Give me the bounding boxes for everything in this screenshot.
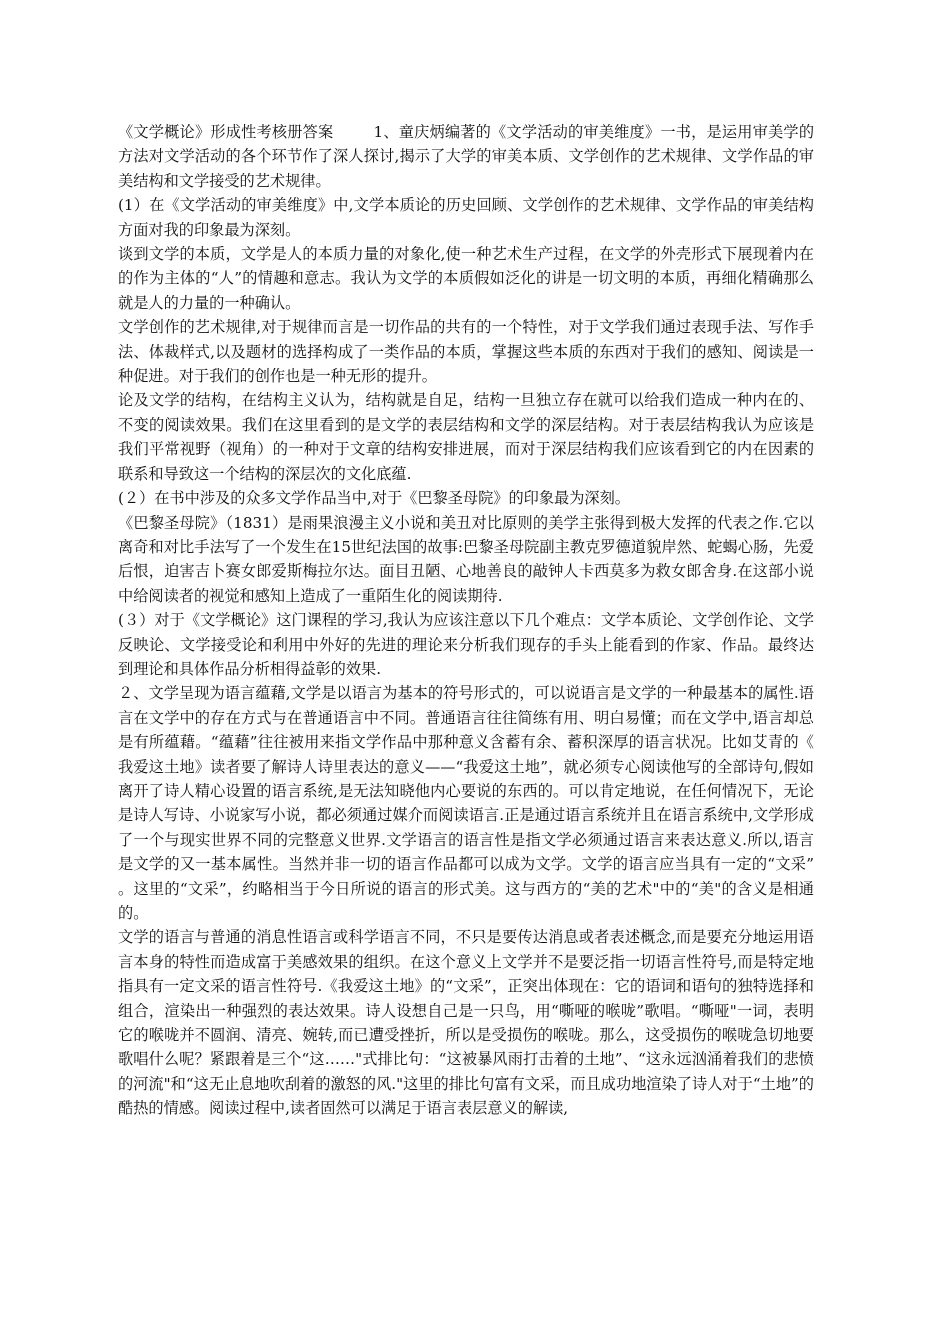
paragraph-8: (３）对于《文学概论》这门课程的学习,我认为应该注意以下几个难点：文学本质论、文学创作论、文学反映论、文学接受论和利用中外好的先进的理论来分析我们现存的手头上能看到的作家、作品。最终达到理论和具体作品分析相得益彰的效果. (118, 611, 814, 678)
paragraph-3: 谈到文学的本质，文学是人的本质力量的对象化,使一种艺术生产过程，在文学的外壳形式下展现着内在的作为主体的“人”的情趣和意志。我认为文学的本质假如泛化的讲是一切文明的本质，再细化精确那么就是人的力量的一种确认。 (118, 245, 814, 312)
paragraph-6: (２）在书中涉及的众多文学作品当中,对于《巴黎圣母院》的印象最为深刻。 (118, 489, 630, 508)
paragraph-4: 文学创作的艺术规律,对于规律而言是一切作品的共有的一个特性，对于文学我们通过表现手法、写作手法、体裁样式,以及题材的选择构成了一类作品的本质，掌握这些本质的东西对于我们的感知、阅读是一种促进。对于我们的创作也是一种无形的提升。 (118, 318, 814, 386)
paragraph-2: (1）在《文学活动的审美维度》中,文学本质论的历史回顾、文学创作的艺术规律、文学作品的审美结构方面对我的印象最为深刻。 (118, 196, 814, 239)
paragraph-1: 1、童庆炳编著的《文学活动的审美维度》一书，是运用审美学的方法对文学活动的各个环节作了深人探讨,揭示了大学的审美本质、文学创作的艺术规律、文学作品的审美结构和文学接受的艺术规律。 (118, 123, 815, 190)
document-page (118, 120, 814, 1121)
document-title: 《文学概论》形成性考核册答案 (118, 123, 334, 141)
paragraph-7: 《巴黎圣母院》（1831）是雨果浪漫主义小说和美丑对比原则的美学主张得到极大发挥的代表之作.它以离奇和对比手法写了一个发生在15世纪法国的故事:巴黎圣母院副主教克罗德道貌岸然、蛇蝎心肠，先爱后恨，迫害吉卜赛女郎爱斯梅拉尔达。面目丑陋、心地善良的敲钟人卡西莫多为救女郎舍身.在这部小说中给阅读者的视觉和感知上造成了一重陌生化的阅读期待. (118, 513, 814, 605)
paragraph-5: 论及文学的结构，在结构主义认为，结构就是自足，结构一旦独立存在就可以给我们造成一种内在的、不变的阅读效果。我们在这里看到的是文学的表层结构和文学的深层结构。对于表层结构我认为应该是我们平常视野（视角）的一种对于文章的结构安排进展，而对于深层结构我们应该看到它的内在因素的联系和导致这一个结构的深层次的文化底蕴. (118, 391, 814, 483)
document-first-paragraph (118, 120, 814, 193)
paragraph-9: ２、文学呈现为语言蕴藉,文学是以语言为基本的符号形式的，可以说语言是文学的一种最基本的属性.语言在文学中的存在方式与在普通语言中不同。普通语言往往简练有用、明白易懂；而在文学中,语言却总是有所蕴藉。“蕴藉”往往被用来指文学作品中那种意义含蓄有余、蓄积深厚的语言状况。比如艾青的《我爱这土地》读者要了解诗人诗里表达的意义——“我爱这土地”，就必须专心阅读他写的全部诗句,假如离开了诗人精心设置的语言系统,是无法知晓他内心要说的东西的。可以肯定地说，在任何情况下，无论是诗人写诗、小说家写小说，都必须通过媒介而阅读语言.正是通过语言系统并且在语言系统中,文学形成了一个与现实世界不同的完整意义世界.文学语言的语言性是指文学必须通过语言来表达意义.所以,语言是文学的又一基本属性。当然并非一切的语言作品都可以成为文学。文学的语言应当具有一定的“文采”。这里的“文采”，约略相当于今日所说的语言的形式美。这与西方的“美的艺术"中的“美"的含义是相通的。 (118, 684, 814, 922)
paragraph-10: 文学的语言与普通的消息性语言或科学语言不同，不只是要传达消息或者表述概念,而是要充分地运用语言本身的特性而造成富于美感效果的组织。在这个意义上文学并不是要泛指一切语言性符号,而是特定地指具有一定文采的语言性符号.《我爱这土地》的“文采”，正突出体现在：它的语词和语句的独特选择和组合，渲染出一种强烈的表达效果。诗人设想自己是一只鸟，用“嘶哑的喉咙”歌唱。“嘶哑"一词，表明它的喉咙并不圆润、清亮、婉转,而已遭受挫折，所以是受损伤的喉咙。那么，这受损伤的喉咙急切地要歌唱什么呢？紧跟着是三个“这……"式排比句：“这被暴风雨打击着的土地”、“这永远汹涌着我们的悲愤的河流"和“这无止息地吹刮着的激怒的风."这里的排比句富有文采，而且成功地渲染了诗人对于“土地”的酷热的情感。阅读过程中,读者固然可以满足于语言表层意义的解读, (118, 928, 814, 1118)
